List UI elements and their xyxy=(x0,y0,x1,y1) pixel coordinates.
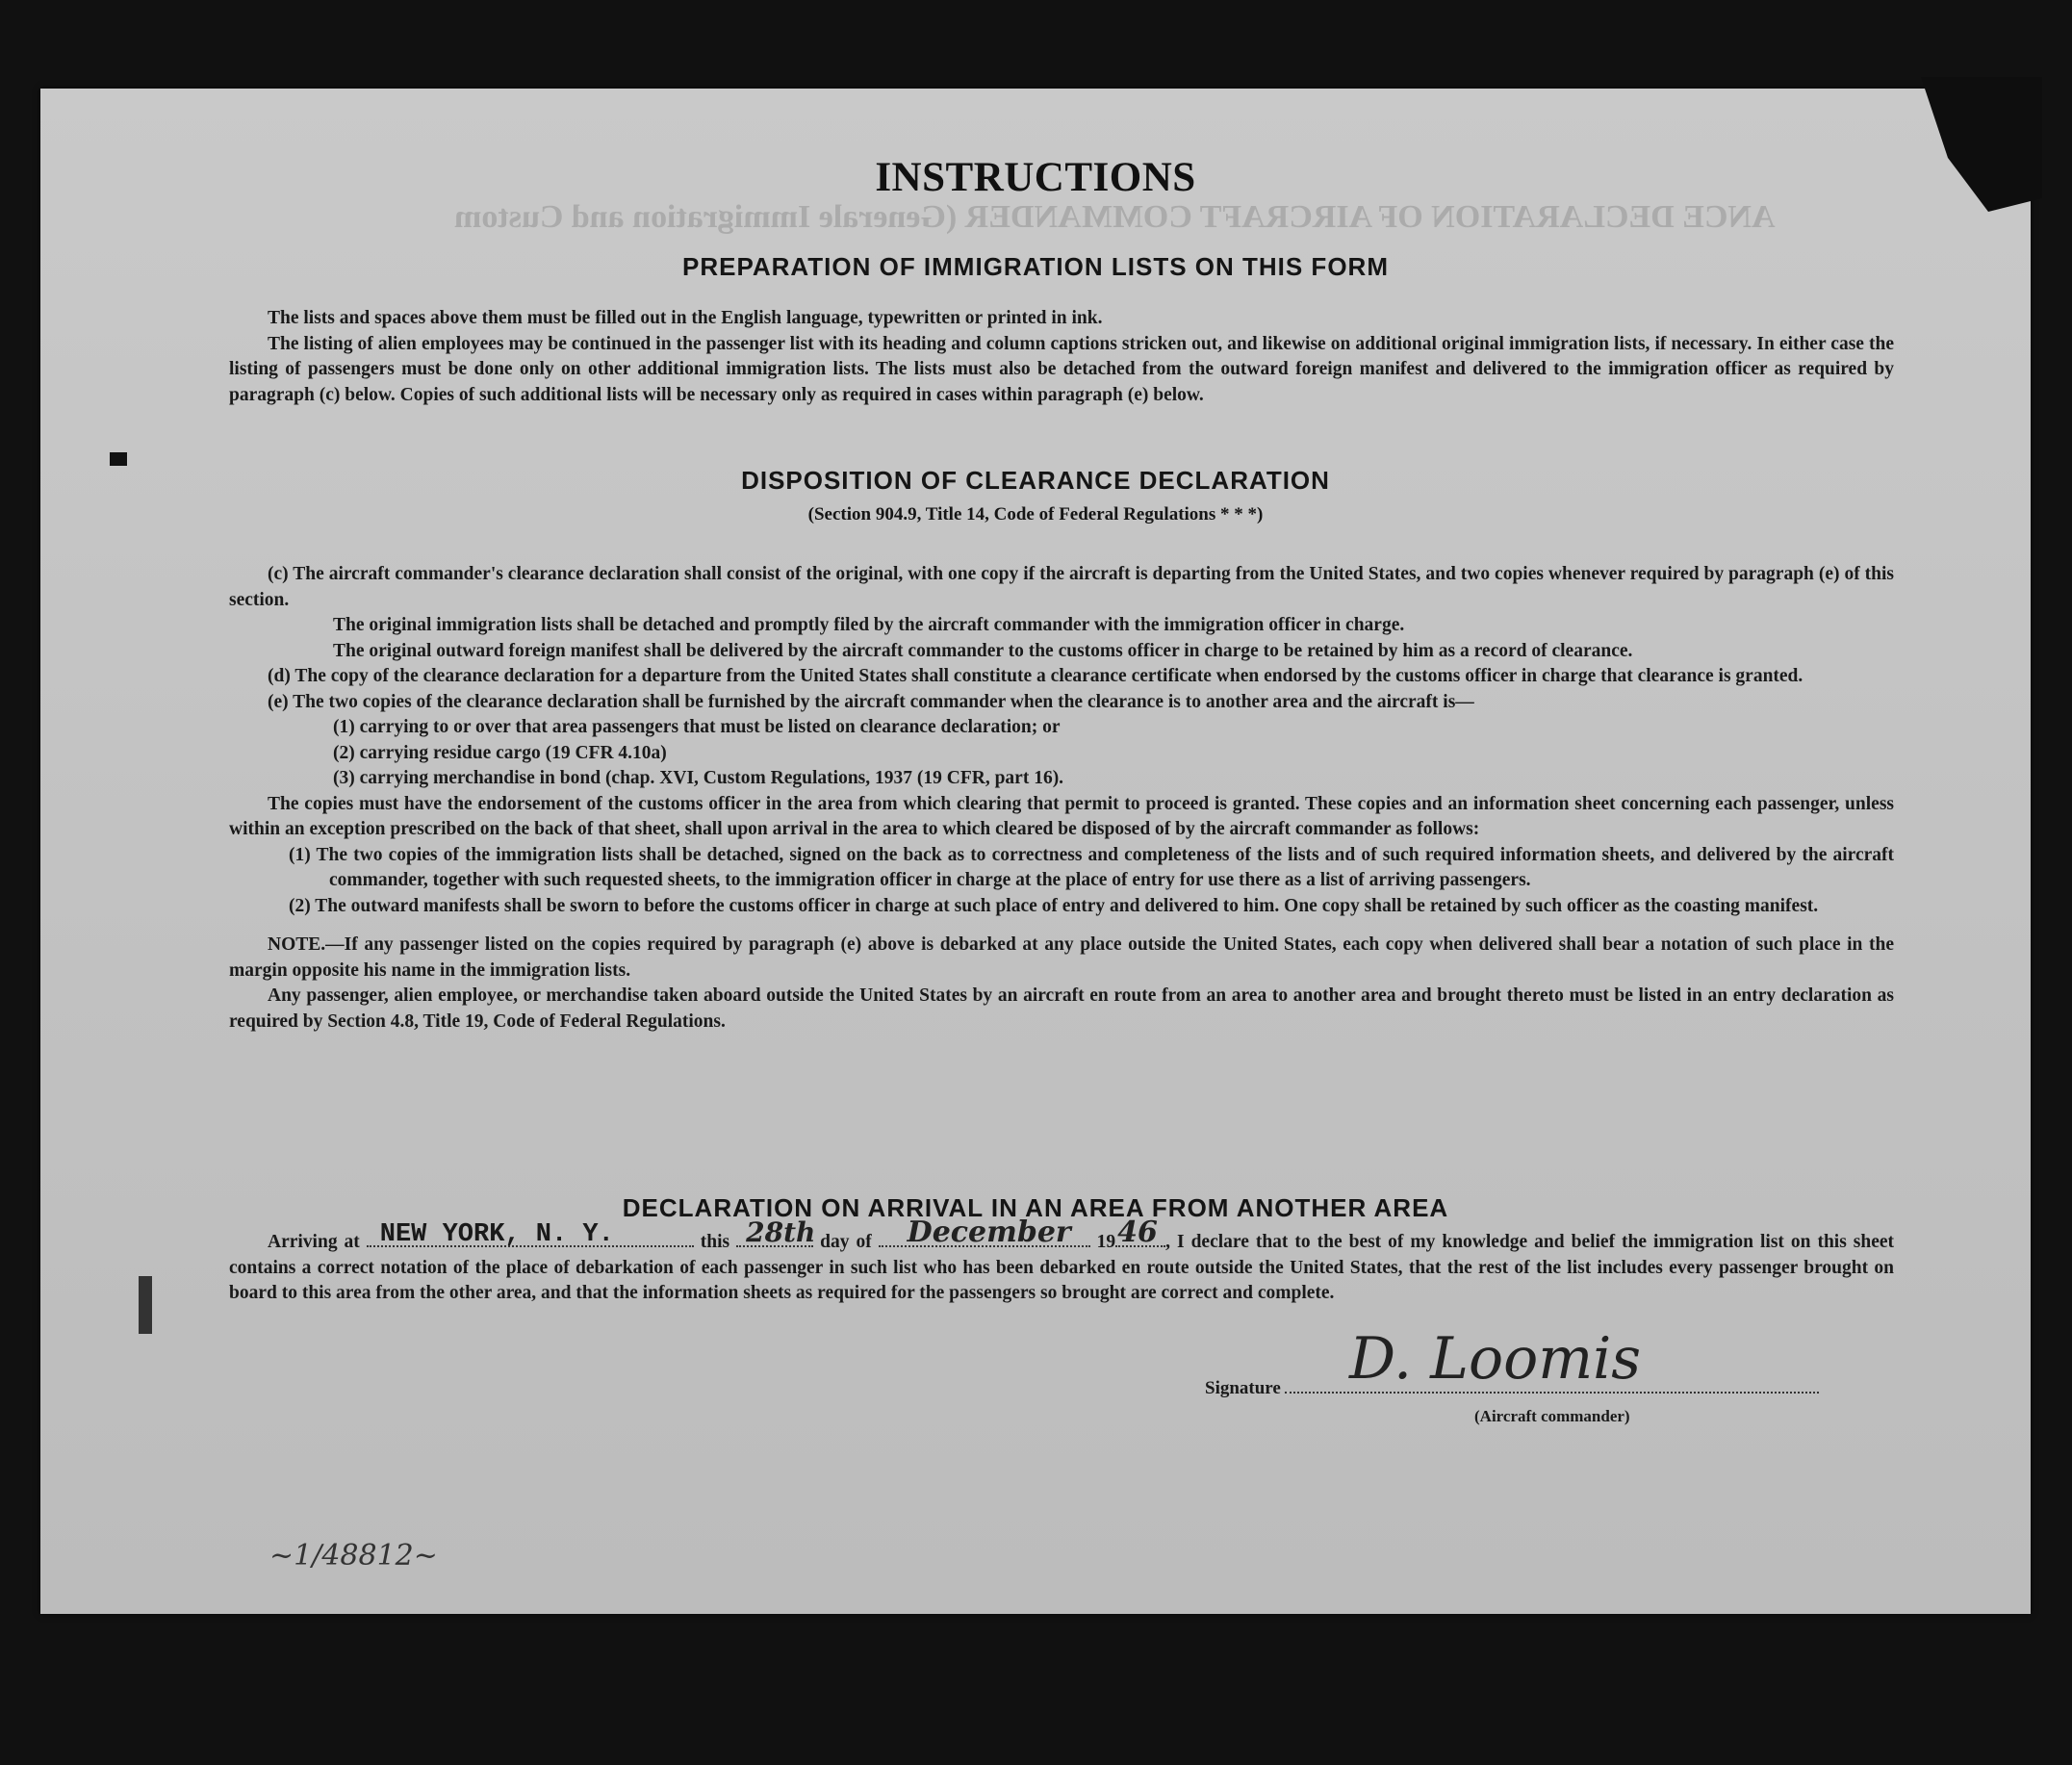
year-value: 46 xyxy=(1117,1215,1158,1249)
document-page xyxy=(40,89,2031,1614)
declaration-text: I declare that to the best of my knowledge and belief the immigration list on this sheet contains a correct notation of the place of debarkation of each passenger in such list who has been debarked en route outside the United States, that the rest of the list includes every passenger brought on board to this area from the other area, and that the information sheets as required for the passengers so brought are correct and complete. xyxy=(229,1232,1895,1303)
day-field xyxy=(736,1215,816,1248)
section-heading-disposition: DISPOSITION OF CLEARANCE DECLARATION xyxy=(741,466,1330,495)
disposal-item: (1) The two copies of the immigration lists shall be detached, signed on the back as to correctness and completeness of the lists and of such required information sheets, and delivered by the aircraft commander, together with such requested sheets, to the immigration officer in charge at the place of entry for use there as a list of arriving passengers. xyxy=(289,844,1894,890)
day-value: 28th xyxy=(746,1215,816,1248)
section-preparation-body xyxy=(229,306,1894,408)
paragraph-e: (e) The two copies of the clearance declaration shall be furnished by the aircraft commander when the clearance is to another area and the aircraft is— xyxy=(268,691,1474,712)
section-heading-preparation: PREPARATION OF IMMIGRATION LISTS ON THIS FORM xyxy=(682,252,1389,281)
paragraph-c-1: The original immigration lists shall be detached and promptly filed by the aircraft commander with the immigration officer in charge. xyxy=(333,615,1405,635)
paragraph-c-2: The original outward foreign manifest shall be delivered by the aircraft commander to the customs officer in charge to be retained by him as a record of clearance. xyxy=(333,640,1633,661)
note-paragraph-2: Any passenger, alien employee, or merchandise taken aboard outside the United States by an aircraft en route from an area to another area and brought thereto must be listed in an entry declaration as required by Section 4.8, Title 19, Code of Federal Regulations. xyxy=(229,985,1894,1032)
section-subheading-regulation: (Section 904.9, Title 14, Code of Federal Regulations * * *) xyxy=(807,504,1264,524)
signature-text: D. Loomis xyxy=(1349,1325,1642,1393)
section-heading-arrival: DECLARATION ON ARRIVAL IN AN AREA FROM ANOTHER AREA xyxy=(622,1193,1449,1222)
month-value: December xyxy=(907,1215,1071,1249)
paragraph: The listing of alien employees may be continued in the passenger list with its heading and column captions stricken out, and likewise on additional original immigration lists, if necessary. In either case the listing of passengers must be done only on other additional immigration lists. The lists must also be detached from the outward foreign manifest and delivered to the immigration officer as required by paragraph (c) below. Copies of such additional lists will be necessary only as required in cases within paragraph (e) below. xyxy=(229,333,1894,405)
paragraph-c: (c) The aircraft commander's clearance declaration shall consist of the original, with one copy if the aircraft is departing from the United States, and two copies whenever required by paragraph (e) of this section. xyxy=(229,564,1894,610)
punch-mark xyxy=(110,452,127,466)
arrival-place-field xyxy=(367,1219,694,1249)
month-field xyxy=(879,1215,1090,1249)
paragraph: The lists and spaces above them must be filled out in the English language, typewritten or printed in ink. xyxy=(268,308,1103,328)
punch-mark xyxy=(139,1276,152,1334)
disposal-item: (2) The outward manifests shall be sworn to before the customs officer in charge at such place of entry and delivered to him. One copy shall be retained by such officer as the coasting manifest. xyxy=(289,895,1819,916)
year-prefix: 19 xyxy=(1096,1232,1116,1252)
paragraph-copies: The copies must have the endorsement of the customs officer in the area from which clearing that permit to proceed is granted. These copies and an information sheet concerning each passenger, unless within an exception prescribed on the back of that sheet, shall upon arrival in the area to which cleared be disposed of by the aircraft commander as follows: xyxy=(229,793,1894,839)
page-title: INSTRUCTIONS xyxy=(875,155,1196,200)
bleed-through-text: ANCE DECLARATION OF AIRCRAFT COMMANDER (Generale Immigration and Custom xyxy=(454,199,1776,235)
this-label: this xyxy=(700,1232,730,1252)
note-paragraph: NOTE.—If any passenger listed on the copies required by paragraph (e) above is debarked at any place outside the United States, each copy when delivered shall bear a notation of such place in the margin opposite his name in the immigration lists. xyxy=(229,934,1894,981)
paragraph-d: (d) The copy of the clearance declaration for a departure from the United States shall constitute a clearance certificate when endorsed by the customs officer in charge that clearance is granted. xyxy=(268,666,1803,686)
paragraph-e-item: (3) carrying merchandise in bond (chap. XVI, Custom Regulations, 1937 (19 CFR, part 16). xyxy=(333,768,1064,788)
year-field xyxy=(1115,1215,1165,1249)
day-label: day xyxy=(820,1232,850,1252)
arrival-place-value: NEW YORK, N. Y. xyxy=(379,1219,614,1249)
of-label: of xyxy=(856,1232,872,1252)
margin-handwritten-note xyxy=(269,1522,597,1580)
arrival-declaration: Arriving at NEW YORK, N. Y. this 28th day of December 19 46 , I declare that to the best of my knowledge and belief the immigration list on this sheet contains a correct notation of the place of debarkation of each passenger in such list who has been debarked en route outside the United States, that the rest of the list includes every passenger brought on board to this area from the other area, and that the information sheets as required for the passengers so brought are correct and complete. xyxy=(229,1215,1895,1303)
paragraph-e-item: (1) carrying to or over that area passengers that must be listed on clearance declaration; or xyxy=(333,717,1061,737)
signature-caption: (Aircraft commander) xyxy=(1474,1407,1630,1425)
section-disposition-body xyxy=(229,562,1894,1035)
paragraph-e-item: (2) carrying residue cargo (19 CFR 4.10a) xyxy=(333,742,667,763)
signature-label: Signature xyxy=(1205,1378,1281,1398)
handwritten-signature xyxy=(1311,1318,1696,1395)
arriving-at-label: Arriving at xyxy=(268,1232,360,1252)
margin-note-text: ~1/48812~ xyxy=(269,1539,438,1573)
